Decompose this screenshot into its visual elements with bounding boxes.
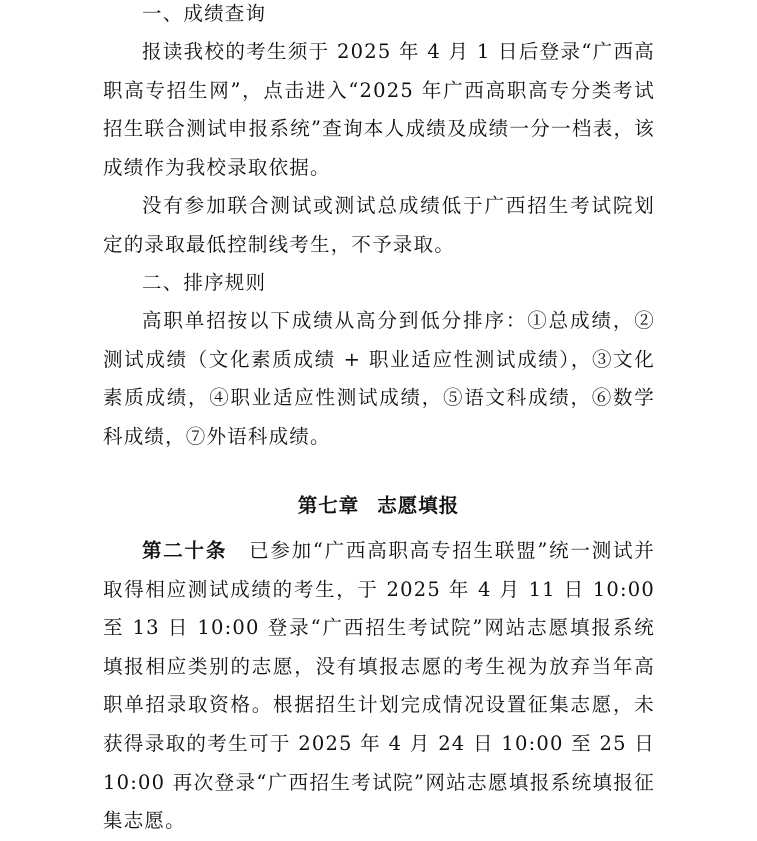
paragraph-score-query-login: 报读我校的考生须于 2025 年 4 月 1 日后登录“广西高职高专招生网”，点击进入“2025 年广西高职高专分类考试招生联合测试申报系统”查询本人成绩及成绩一分一档表，该成绩作为我校录取依据。 [103, 40, 655, 179]
article-text: 已参加“广西高职高专招生联盟”统一测试并取得相应测试成绩的考生，于 2025 年 4 月 11 日 10:00 至 13 日 10:00 登录“广西招生考试院”网站志愿填报系统填报相应类别的志愿，没有填报志愿的考生视为放弃当年高职单招录取资格。根据招生计划完成情况设置征集志愿，未获得录取的考生可于 2025 年 4 月 24 日 10:00 至 25 日 10:00 再次登录“广西招生考试院”网站志愿填报系统填报征集志愿。 [103, 539, 655, 833]
chapter-heading [0, 487, 757, 525]
article-label: 第二十条 [142, 539, 228, 562]
section-heading-ranking-rules: 二、排序规则 [142, 271, 267, 294]
article-20-paragraph [103, 532, 655, 841]
paragraph-admission-requirement: 没有参加联合测试或测试总成绩低于广西招生考试院划定的录取最低控制线考生，不予录取。 [103, 194, 655, 256]
section-heading-score-query: 一、成绩查询 [142, 2, 267, 25]
chapter-number: 第七章 [297, 494, 360, 517]
paragraph-ranking-order: 高职单招按以下成绩从高分到低分排序：①总成绩，②测试成绩（文化素质成绩 + 职业适应性测试成绩），③文化素质成绩，④职业适应性测试成绩，⑤语文科成绩，⑥数学科成绩，⑦外语科成绩。 [103, 309, 655, 448]
chapter-title: 志愿填报 [377, 494, 460, 517]
